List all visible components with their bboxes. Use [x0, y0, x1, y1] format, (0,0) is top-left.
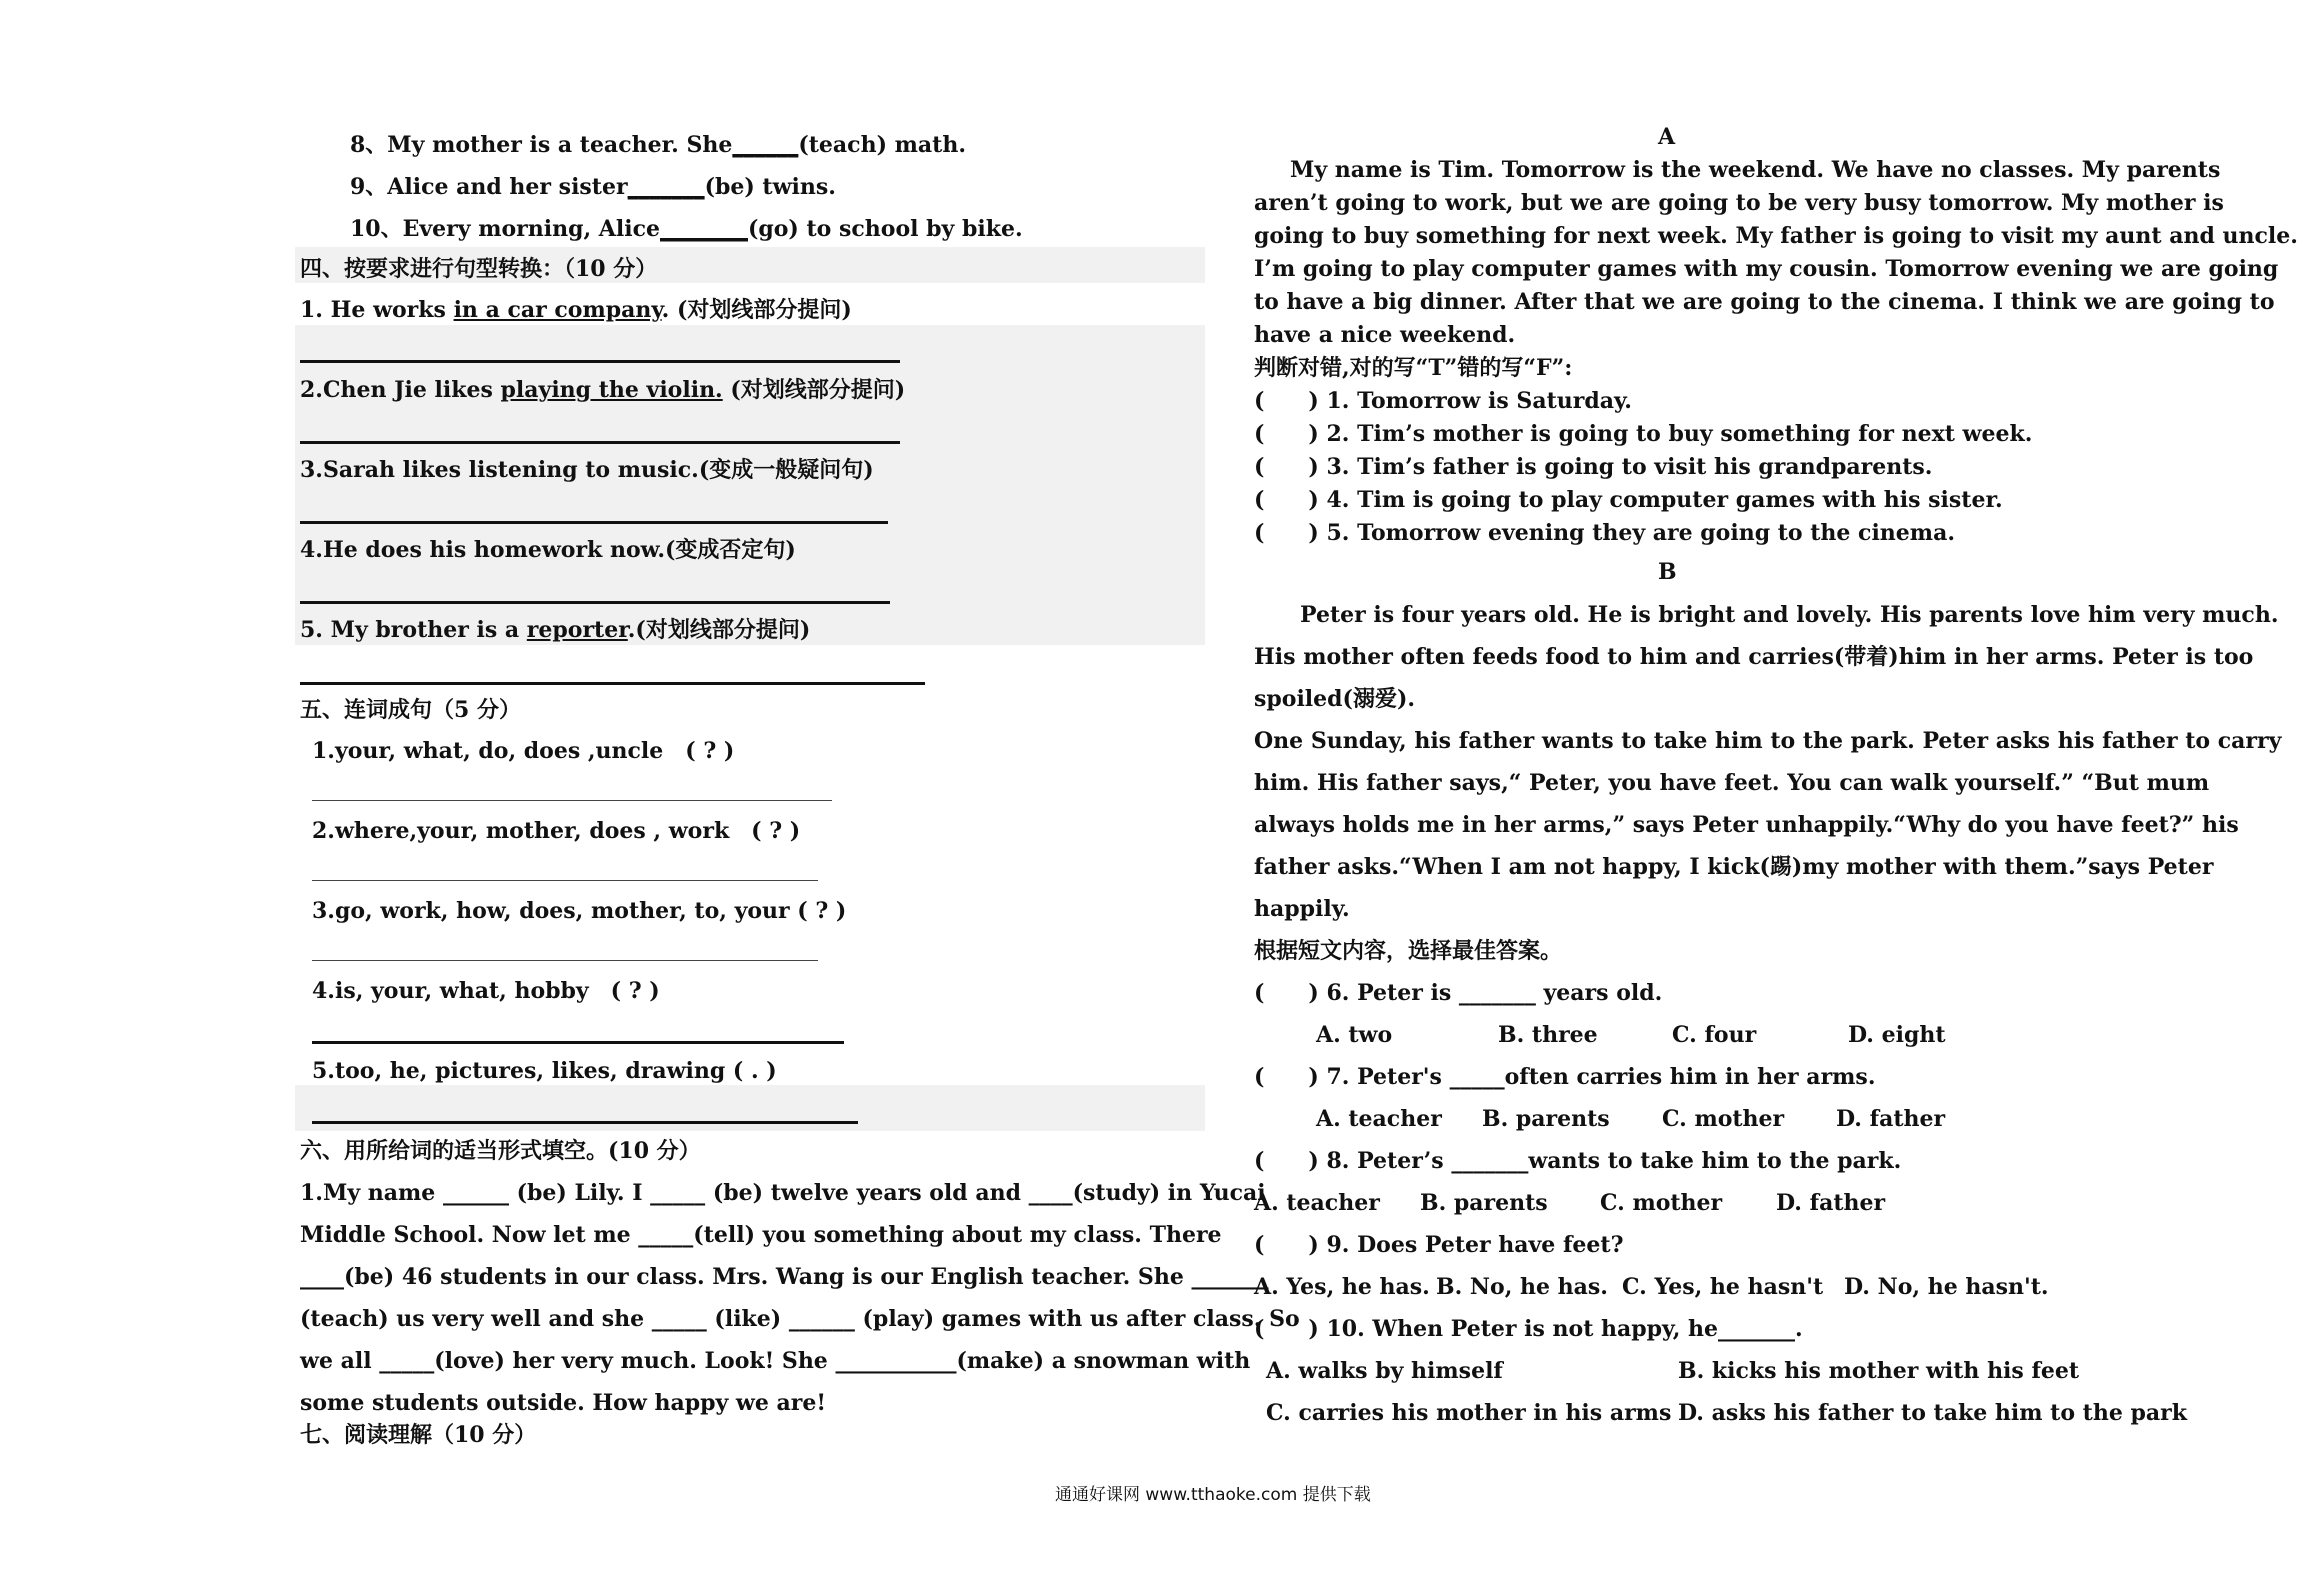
fill-item-9: 9、Alice and her sister_______(be) twins. [350, 174, 836, 200]
option-b: B. parents [1482, 1106, 1610, 1132]
answer-line [300, 601, 890, 604]
right-column [1240, 0, 2304, 1595]
transform-item-3: 3.Sarah likes listening to music.(变成一般疑问句) [300, 457, 874, 483]
answer-line [300, 682, 925, 685]
word-order-item-2: 2.where,your, mother, does , work ( ? ) [312, 818, 801, 844]
mc-question-8: ( ) 8. Peter’s _______wants to take him to the park. [1254, 1148, 1902, 1174]
option-d: D. No, he hasn't. [1844, 1274, 2049, 1300]
option-d: D. eight [1848, 1022, 1946, 1048]
section5-heading: 五、连词成句（5 分） [300, 697, 521, 723]
fill-item-10: 10、Every morning, Alice________(go) to school by bike. [350, 216, 1023, 242]
option-b: B. No, he has. [1436, 1274, 1608, 1300]
passage-a-line: I’m going to play computer games with my cousin. Tomorrow evening we are going [1254, 256, 2279, 282]
answer-line [312, 960, 818, 961]
answer-line [312, 1121, 858, 1124]
word-order-item-4: 4.is, your, what, hobby ( ? ) [312, 978, 660, 1004]
word-order-item-5: 5.too, he, pictures, likes, drawing ( . ) [312, 1058, 777, 1084]
answer-line [312, 1041, 844, 1044]
passage-b-label: B [1658, 559, 1677, 585]
option-b: B. kicks his mother with his feet [1678, 1358, 2080, 1384]
passage-a-instruction: 判断对错,对的写“T”错的写“F”: [1254, 355, 1573, 381]
mc-question-6: ( ) 6. Peter is _______ years old. [1254, 980, 1663, 1006]
tf-question-1: ( ) 1. Tomorrow is Saturday. [1254, 388, 1632, 414]
option-b: B. parents [1420, 1190, 1548, 1216]
passage-b-line: spoiled(溺爱). [1254, 686, 1416, 712]
option-c: C. four [1672, 1022, 1757, 1048]
fill-item-8: 8、My mother is a teacher. She______(teach) math. [350, 132, 966, 158]
answer-line [300, 441, 900, 444]
answer-line [312, 880, 818, 881]
tf-question-5: ( ) 5. Tomorrow evening they are going to the cinema. [1254, 520, 1955, 546]
answer-line [300, 360, 900, 363]
cloze-line: (teach) us very well and she _____ (like) ______ (play) games with us after class. So [300, 1306, 1300, 1332]
section4-heading: 四、按要求进行句型转换：（10 分） [300, 256, 658, 282]
answer-line [300, 521, 888, 524]
passage-b-line: happily. [1254, 896, 1350, 922]
transform-item-5: 5. My brother is a reporter.(对划线部分提问) [300, 617, 811, 643]
cloze-line: Middle School. Now let me _____(tell) you something about my class. There [300, 1222, 1222, 1248]
option-c: C. Yes, he hasn't [1622, 1274, 1824, 1300]
passage-a-line: My name is Tim. Tomorrow is the weekend. We have no classes. My parents [1290, 157, 2221, 183]
option-a: A. two [1316, 1022, 1393, 1048]
transform-item-1: 1. He works in a car company. (对划线部分提问) [300, 297, 852, 323]
option-b: B. three [1498, 1022, 1598, 1048]
section7-heading: 七、阅读理解（10 分） [300, 1422, 537, 1448]
mc-question-7: ( ) 7. Peter's _____often carries him in her arms. [1254, 1064, 1876, 1090]
option-d: D. asks his father to take him to the park [1678, 1400, 2187, 1426]
passage-b-line: Peter is four years old. He is bright and lovely. His parents love him very much. [1300, 602, 2279, 628]
option-d: D. father [1776, 1190, 1886, 1216]
passage-b-line: One Sunday, his father wants to take him to the park. Peter asks his father to carry [1254, 728, 2282, 754]
option-c: C. mother [1600, 1190, 1723, 1216]
footer-credit: 通通好课网 www.tthaoke.com 提供下载 [1055, 1485, 1371, 1505]
scan-band [295, 325, 1205, 645]
passage-a-line: aren’t going to work, but we are going to be very busy tomorrow. My mother is [1254, 190, 2224, 216]
cloze-line: 1.My name ______ (be) Lily. I _____ (be) twelve years old and ____(study) in Yucai [300, 1180, 1266, 1206]
section6-heading: 六、用所给词的适当形式填空。(10 分） [300, 1138, 701, 1164]
option-a: A. teacher [1316, 1106, 1442, 1132]
option-a: A. teacher [1254, 1190, 1380, 1216]
passage-a-line: to have a big dinner. After that we are going to the cinema. I think we are going to [1254, 289, 2275, 315]
transform-item-2: 2.Chen Jie likes playing the violin. (对划线部分提问) [300, 377, 906, 403]
cloze-line: some students outside. How happy we are! [300, 1390, 827, 1416]
tf-question-2: ( ) 2. Tim’s mother is going to buy something for next week. [1254, 421, 2033, 447]
mc-question-10: ( ) 10. When Peter is not happy, he_______. [1254, 1316, 1803, 1342]
passage-b-line: father asks.“When I am not happy, I kick(踢)my mother with them.”says Peter [1254, 854, 2214, 880]
passage-b-line: him. His father says,“ Peter, you have feet. You can walk yourself.” “But mum [1254, 770, 2210, 796]
passage-a-line: going to buy something for next week. My father is going to visit my aunt and uncle. [1254, 223, 2298, 249]
word-order-item-1: 1.your, what, do, does ,uncle ( ? ) [312, 738, 735, 764]
passage-b-instruction: 根据短文内容，选择最佳答案。 [1254, 938, 1563, 964]
option-a: A. Yes, he has. [1254, 1274, 1430, 1300]
scan-band [295, 1085, 1205, 1131]
option-c: C. carries his mother in his arms [1266, 1400, 1672, 1426]
passage-b-line: His mother often feeds food to him and carries(带着)him in her arms. Peter is too [1254, 644, 2254, 670]
passage-b-line: always holds me in her arms,” says Peter unhappily.“Why do you have feet?” his [1254, 812, 2239, 838]
option-d: D. father [1836, 1106, 1946, 1132]
mc-question-9: ( ) 9. Does Peter have feet? [1254, 1232, 1624, 1258]
tf-question-4: ( ) 4. Tim is going to play computer games with his sister. [1254, 487, 2003, 513]
option-a: A. walks by himself [1266, 1358, 1503, 1384]
cloze-line: ____(be) 46 students in our class. Mrs. Wang is our English teacher. She _______ [300, 1264, 1269, 1290]
answer-line [312, 800, 832, 801]
tf-question-3: ( ) 3. Tim’s father is going to visit his grandparents. [1254, 454, 1933, 480]
passage-a-line: have a nice weekend. [1254, 322, 1516, 348]
option-c: C. mother [1662, 1106, 1785, 1132]
word-order-item-3: 3.go, work, how, does, mother, to, your ( ? ) [312, 898, 847, 924]
transform-item-4: 4.He does his homework now.(变成否定句) [300, 537, 796, 563]
cloze-line: we all _____(love) her very much. Look! She ___________(make) a snowman with [300, 1348, 1251, 1374]
passage-a-label: A [1658, 124, 1676, 150]
